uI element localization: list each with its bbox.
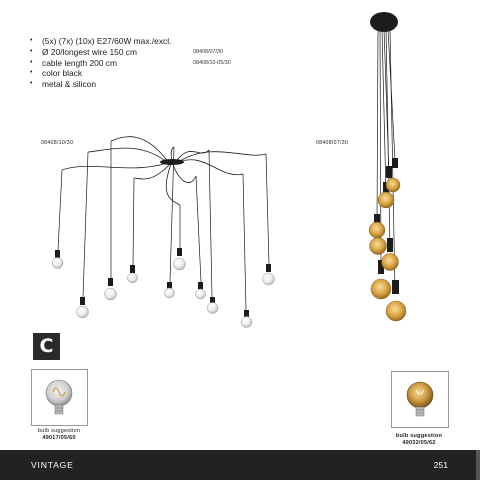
cluster-pendant-lamp xyxy=(369,12,406,321)
section-tab xyxy=(476,450,480,480)
spec-text: metal & silicon xyxy=(42,79,96,90)
sockets xyxy=(55,248,271,318)
class-c-badge xyxy=(33,333,60,360)
spec-text: (5x) (7x) (10x) E27/60W max./excl. xyxy=(42,36,172,46)
caption-code: 49032/05/62 xyxy=(402,440,436,446)
spec-text: cable length 200 cm xyxy=(42,57,117,68)
badge-letter: C xyxy=(39,335,54,357)
caption-code: 49017/05/60 xyxy=(42,435,76,441)
spec-text: Ø 20/longest wire 150 cm xyxy=(42,46,137,57)
footer-bar xyxy=(0,450,480,480)
product-ref-right: 08408/07/30 xyxy=(316,140,349,146)
category-label: VINTAGE xyxy=(31,460,74,470)
bulb-suggestion-caption-right xyxy=(386,433,452,447)
clear-bulbs xyxy=(52,258,275,328)
globe-bulb-icon xyxy=(392,372,448,427)
spec-code: 08408/10-05/30 xyxy=(193,59,231,66)
spider-pendant-lamp xyxy=(52,137,275,328)
bulb-suggestion-image-left xyxy=(31,369,88,426)
product-ref-left: 08408/10/30 xyxy=(41,140,74,146)
globe-bulb-icon xyxy=(32,370,87,425)
spec-text: color black xyxy=(42,68,83,79)
page-number: 251 xyxy=(433,460,448,470)
bulb-suggestion-caption-left xyxy=(26,428,92,442)
bulb-suggestion-image-right xyxy=(391,371,449,428)
caption-label: bulb suggestion xyxy=(395,433,443,439)
spec-code: 08408/07/30 xyxy=(193,48,223,55)
caption-label: bulb suggestion xyxy=(37,428,81,434)
